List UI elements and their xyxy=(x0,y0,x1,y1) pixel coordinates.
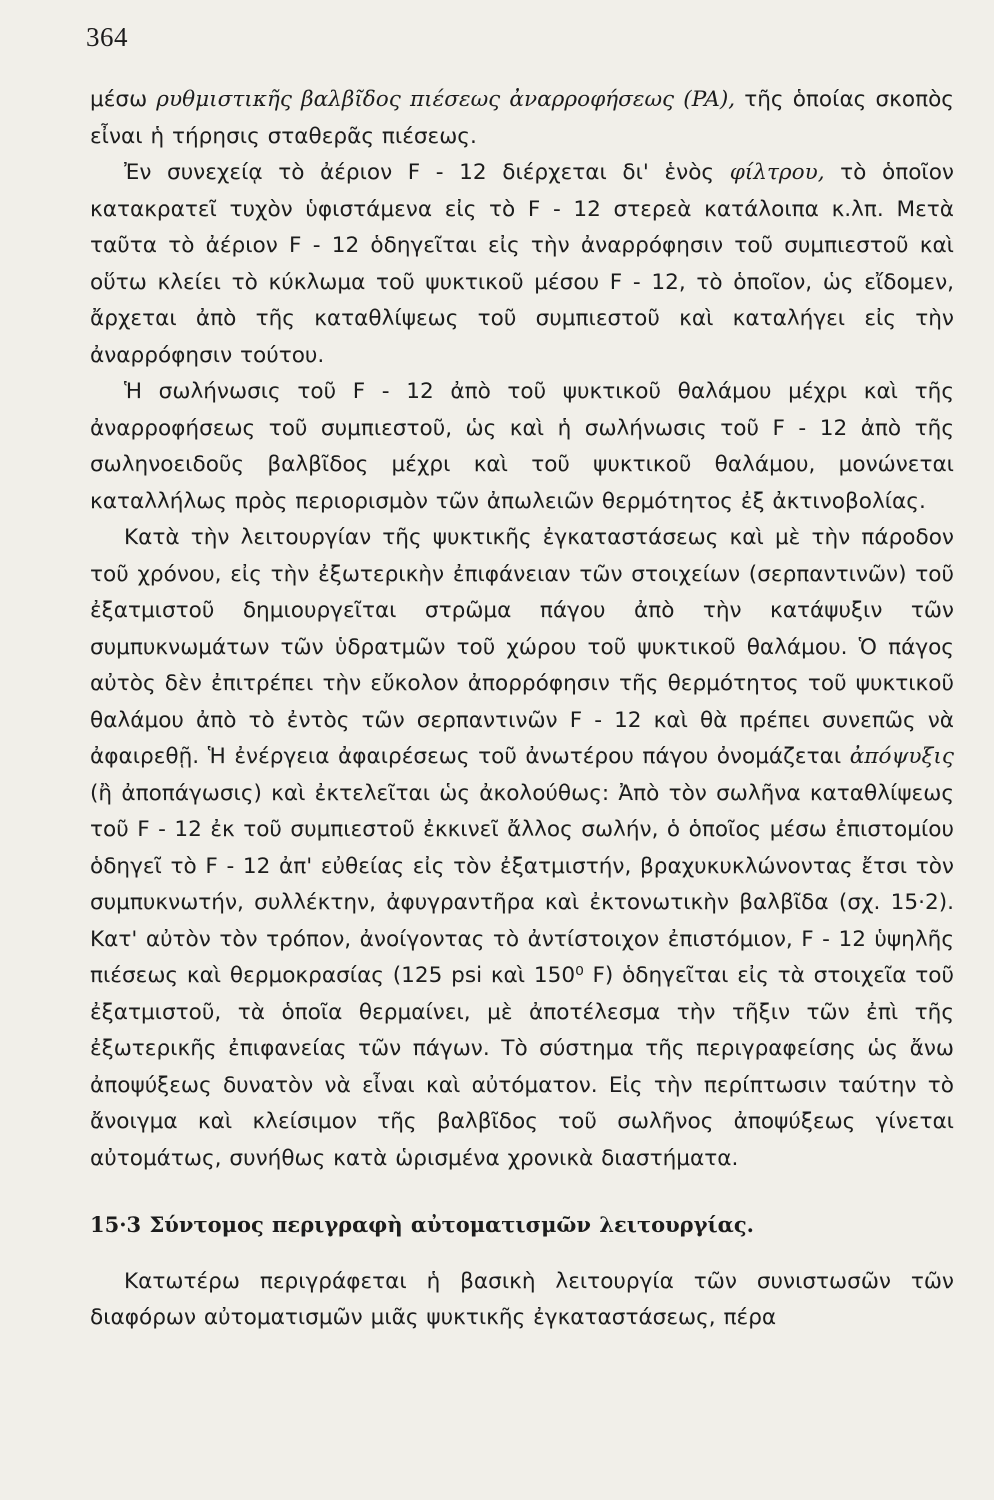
section-heading: 15·3 Σύντομος περιγραφὴ αὐτοματισμῶν λειτουργίας. xyxy=(90,1212,754,1237)
paragraph-1 xyxy=(90,82,954,155)
paragraph-2-end: τὸ ὁποῖον κατακρατεῖ τυχὸν ὑφιστάμενα εἰς τὸ F - 12 στερεὰ κατάλοιπα κ.λπ. Μετὰ ταῦτα τὸ ἀέριον F - 12 ὁδηγεῖται εἰς τὴν ἀναρρόφησιν τοῦ συμπιεστοῦ καὶ οὕτω κλείει τὸ κύκλωμα τοῦ ψυκτικοῦ μέσου F - 12, τὸ ὁποῖον, ὡς εἴδομεν, ἄρχεται ἀπὸ τῆς καταθλίψεως τοῦ συμπιεστοῦ καὶ καταλήγει εἰς τὴν ἀναρρόφησιν τούτου. xyxy=(90,160,954,368)
paragraph-4-start: Κατὰ τὴν λειτουργίαν τῆς ψυκτικῆς ἐγκαταστάσεως καὶ μὲ τὴν πάροδον τοῦ χρόνου, εἰς τὴν ἐξωτερικὴν ἐπιφάνειαν τῶν στοιχείων (σερπαντινῶν) τοῦ ἐξατμιστοῦ δημιουργεῖται στρῶμα πάγου ἀπὸ τὴν κατάψυξιν τῶν συμπυκνωμάτων τῶν ὑδρατμῶν τοῦ χώρου τοῦ ψυκτικοῦ θαλάμου. Ὁ πάγος αὐτὸς δὲν ἐπιτρέπει τὴν εὔκολον ἀπορρόφησιν τῆς θερμότητος τοῦ ψυκτικοῦ θαλάμου ἀπὸ τὸ ἐντὸς τῶν σερπαντινῶν F - 12 καὶ θὰ πρέπει συνεπῶς νὰ ἀφαιρεθῇ. Ἡ ἐνέργεια ἀφαιρέσεως τοῦ ἀνωτέρου πάγου ὀνομάζεται xyxy=(90,525,954,769)
paragraph-2-start: Ἐν συνεχείᾳ τὸ ἀέριον F - 12 διέρχεται δι' ἑνὸς xyxy=(124,160,730,185)
paragraph-5: Κατωτέρω περιγράφεται ἡ βασικὴ λειτουργία τῶν συνιστωσῶν τῶν διαφόρων αὐτοματισμῶν μιᾶς ψυκτικῆς ἐγκαταστάσεως, πέρα xyxy=(90,1268,954,1330)
paragraph-1-end: τῆς ὁποίας σκοπὸς εἶναι ἡ τήρησις σταθερᾶς πιέσεως. xyxy=(90,87,954,149)
paragraph-3: Ἡ σωλήνωσις τοῦ F - 12 ἀπὸ τοῦ ψυκτικοῦ θαλάμου μέχρι καὶ τῆς ἀναρροφήσεως τοῦ συμπιεστοῦ, ὡς καὶ ἡ σωλήνωσις τοῦ F - 12 ἀπὸ τῆς σωληνοειδοῦς βαλβῖδος μέχρι καὶ τοῦ ψυκτικοῦ θαλάμου, μονώνεται καταλλήλως πρὸς περιορισμὸν τῶν ἀπωλειῶν θερμότητος ἐξ ἀκτινοβολίας. xyxy=(90,379,954,514)
paragraph-2 xyxy=(90,155,954,374)
text-column xyxy=(90,82,954,1337)
page-number: 364 xyxy=(86,22,128,52)
paragraph-1-italic-term: ρυθμιστικῆς βαλβῖδος πιέσεως ἀναρροφήσεως (PA), xyxy=(156,87,736,112)
paragraph-4-end: (ἢ ἀποπάγωσις) καὶ ἐκτελεῖται ὡς ἀκολούθως: Ἀπὸ τὸν σωλῆνα καταθλίψεως τοῦ F - 12 ἐκ τοῦ συμπιεστοῦ ἐκκινεῖ ἄλλος σωλήν, ὁ ὁποῖος μέσω ἐπιστομίου ὁδηγεῖ τὸ F - 12 ἀπ' εὐθείας εἰς τὸν ἐξατμιστήν, βραχυκυκλώνοντας ἔτσι τὸν συμπυκνωτήν, συλλέκτην, ἀφυγραντῆρα καὶ ἐκτονωτικὴν βαλβῖδα (σχ. 15·2). Κατ' αὐτὸν τὸν τρόπον, ἀνοίγοντας τὸ ἀντίστοιχον ἐπιστόμιον, F - 12 ὑψηλῆς πιέσεως καὶ θερμοκρασίας (125 psi καὶ 150⁰ F) ὁδηγεῖται εἰς τὰ στοιχεῖα τοῦ ἐξατμιστοῦ, τὰ ὁποῖα θερμαίνει, μὲ ἀποτέλεσμα τὴν τῆξιν τῶν ἐπὶ τῆς ἐξωτερικῆς ἐπιφανείας τῶν πάγων. Τὸ σύστημα τῆς περιγραφείσης ὡς ἄνω ἀποψύξεως δυνατὸν νὰ εἶναι καὶ αὐτόματον. Εἰς τὴν περίπτωσιν ταύτην τὸ ἄνοιγμα καὶ κλείσιμον τῆς βαλβῖδος τοῦ σωλῆνος ἀποψύξεως γίνεται αὐτομάτως, συνήθως κατὰ ὡρισμένα χρονικὰ διαστήματα. xyxy=(90,780,954,1171)
paragraph-4 xyxy=(90,520,954,1177)
paragraph-2-italic-term: φίλτρου, xyxy=(729,160,825,185)
paragraph-1-start: μέσω xyxy=(90,87,157,112)
paragraph-4-italic-term: ἀπόψυξις xyxy=(849,744,954,769)
